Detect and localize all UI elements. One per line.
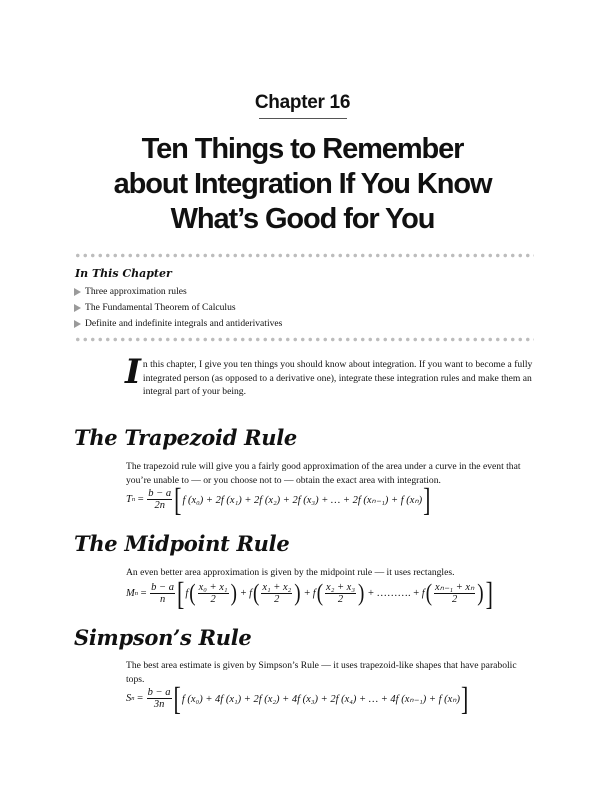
chapter-title: [40, 132, 565, 237]
section-heading-trapezoid: The Trapezoid Rule: [74, 425, 297, 450]
fraction-denominator: 3n: [153, 699, 165, 711]
simpson-formula: S n = $\frac{b - a}{3n}$ [ f (x₀) + 4f (x₁) + 2f (x₂) + 4f (x₃) + 2f (x₄) + … + 4f (xₙ₋₁) + f (xₙ) ]: [126, 679, 469, 717]
formula-body: f (x₀) + 4f (x₁) + 2f (x₂) + 4f (x₃) + 2f (x₄) + … + 4f (xₙ₋₁) + f (xₙ): [181, 693, 460, 705]
list-item-text: Three approximation rules: [85, 286, 187, 297]
in-this-chapter-list: [74, 284, 282, 332]
bullet-arrow-icon: [74, 320, 81, 328]
fraction-denominator: n: [159, 594, 166, 606]
formula-lhs-subscript: n: [131, 496, 136, 504]
intro-text: n this chapter, I give you ten things you should know about integration. If you want to become a fully integrated person (as opposed to a derivative one), integrate these integration rules and make them an integral part of your being.: [142, 359, 533, 397]
formula-fraction: [147, 687, 172, 710]
chapter-title-line: What’s Good for You: [170, 203, 435, 235]
list-item: [74, 284, 282, 300]
formula-fraction: [147, 488, 172, 511]
midpoint-term: $\frac{\text{xₙ₋₁ + xₙ}}{2}$: [435, 582, 475, 606]
chapter-label-underline: [259, 118, 347, 119]
chapter-label: Chapter 16: [254, 92, 351, 113]
section-paragraph-midpoint: An even better area approximation is given by the midpoint rule — it uses rectangles.: [126, 567, 455, 578]
formula-body: f (x₀) + 2f (x₁) + 2f (x₂) + 2f (x₃) + … + 2f (xₙ₋₁) + f (xₙ): [182, 494, 423, 506]
intro-paragraph: [125, 352, 536, 399]
list-item: [74, 300, 282, 316]
formula-fraction: [150, 582, 175, 605]
section-paragraph-trapezoid: The trapezoid rule will give you a fairly good approximation of the area under a curve in the event that you’re unable to — or you choose not to — obtain the exact area with integration.: [126, 461, 521, 486]
dotted-divider: [74, 253, 534, 258]
trapezoid-formula: T n = $\frac{b - a}{2n}$ [ f (x₀) + 2f (x₁) + 2f (x₂) + 2f (x₃) + … + 2f (xₙ₋₁) + f (xₙ) ]: [126, 480, 431, 518]
fraction-denominator: 2n: [154, 500, 165, 512]
formula-lhs: M: [126, 588, 135, 600]
fraction-numerator: b − a: [148, 488, 172, 499]
midpoint-formula: M n = $\frac{b - a}{n}$ [ f ( $\frac{\text{x₀ + x₁}}{2}$ ) + f ( $\frac{\text{x₁ + x₂}}{2}$ ) + f ( $\frac{\text{x₂ + x₃}}{2}$ ) + ………. + f ( $\frac{\text{xₙ₋₁ + xₙ}}{2}$ ) ]: [126, 574, 493, 612]
dotted-divider: [74, 337, 534, 342]
midpoint-term: $\frac{\text{x₂ + x₃}}{2}$: [326, 582, 355, 606]
list-item-text: Definite and indefinite integrals and antiderivatives: [85, 318, 283, 329]
list-item-text: The Fundamental Theorem of Calculus: [85, 302, 236, 313]
chapter-title-line: Ten Things to Remember: [141, 133, 464, 165]
formula-lhs-subscript: n: [131, 695, 135, 703]
drop-cap: I: [125, 352, 141, 392]
fraction-numerator: b − a: [151, 582, 175, 593]
bullet-arrow-icon: [74, 288, 81, 296]
in-this-chapter-heading: In This Chapter: [75, 267, 172, 280]
formula-lhs: T: [126, 494, 132, 506]
formula-ellipsis: + ………. +: [367, 588, 420, 600]
section-paragraph-simpson: The best area estimate is given by Simpson’s Rule — it uses trapezoid-like shapes that have parabolic tops.: [126, 660, 517, 685]
section-heading-midpoint: The Midpoint Rule: [74, 531, 290, 556]
midpoint-term: $\frac{\text{x₁ + x₂}}{2}$: [262, 582, 292, 606]
section-heading-simpson: Simpson’s Rule: [74, 625, 252, 650]
fraction-numerator: b − a: [147, 687, 171, 698]
midpoint-term: $\frac{\text{x₀ + x₁}}{2}$: [198, 582, 228, 606]
formula-lhs-subscript: n: [134, 590, 138, 598]
formula-lhs: S: [126, 693, 132, 705]
list-item: [74, 316, 282, 332]
bullet-arrow-icon: [74, 304, 81, 312]
chapter-title-line: about Integration If You Know: [113, 168, 492, 200]
